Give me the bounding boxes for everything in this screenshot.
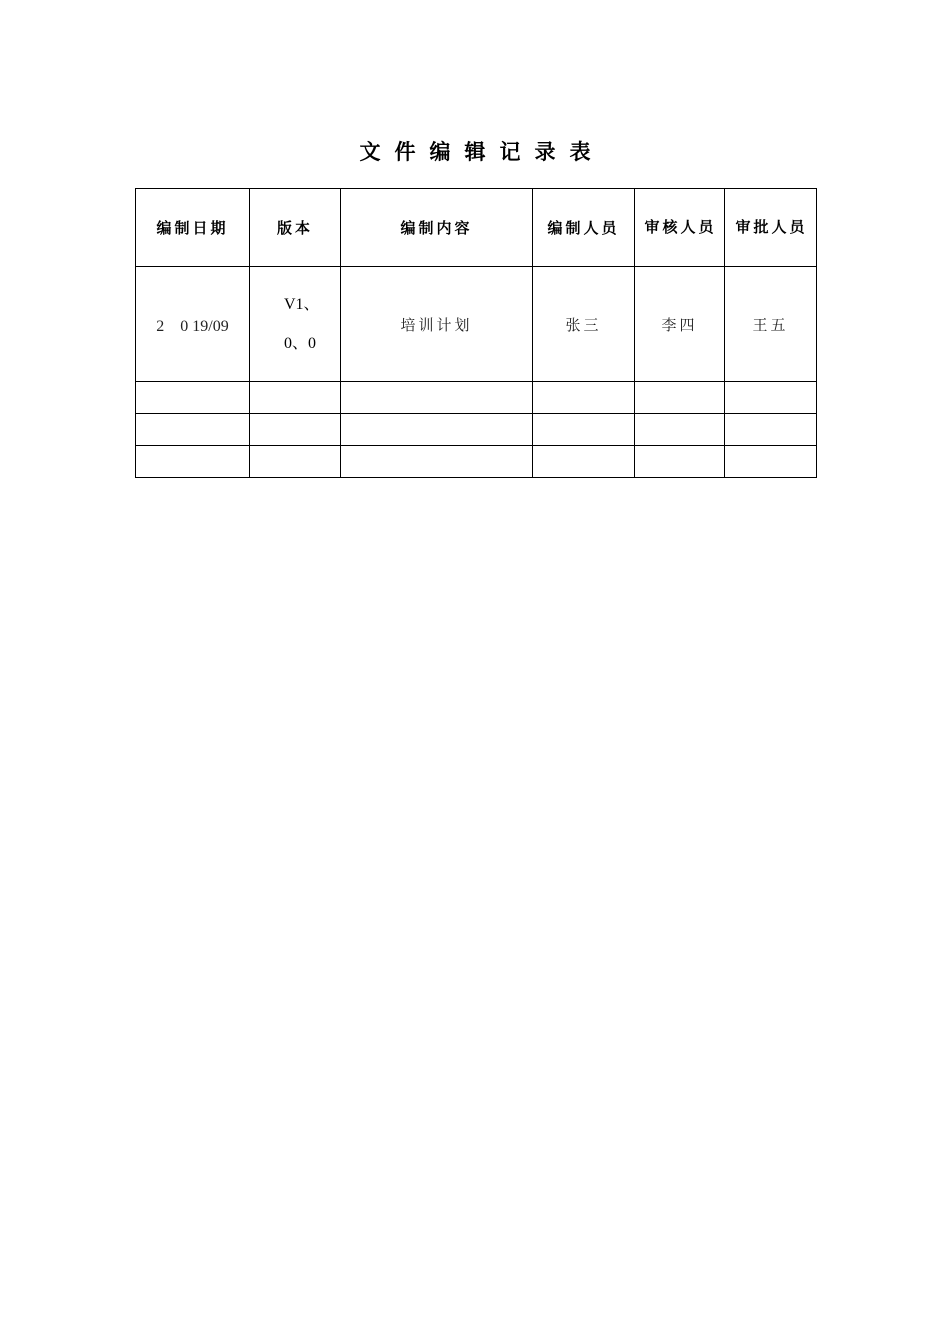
empty-cell (341, 382, 533, 414)
empty-cell (635, 446, 725, 478)
empty-cell (341, 446, 533, 478)
table-row-empty (136, 414, 817, 446)
cell-reviewer: 李四 (635, 267, 725, 382)
cell-date: 2 0 19/09 (136, 267, 250, 382)
empty-cell (341, 414, 533, 446)
empty-cell (533, 446, 635, 478)
header-edit-date: 编制日期 (136, 189, 250, 267)
header-editor: 编制人员 (533, 189, 635, 267)
empty-cell (725, 414, 817, 446)
empty-cell (250, 414, 341, 446)
header-edit-content: 编制内容 (341, 189, 533, 267)
edit-record-table (135, 188, 817, 478)
empty-cell (533, 382, 635, 414)
empty-cell (725, 446, 817, 478)
cell-version: V1、0、0 (250, 267, 341, 382)
cell-content: 培训计划 (341, 267, 533, 382)
empty-cell (250, 382, 341, 414)
header-reviewer: 审核人员 (635, 189, 725, 267)
empty-cell (250, 446, 341, 478)
header-version: 版本 (250, 189, 341, 267)
header-approver: 审批人员 (725, 189, 817, 267)
table-row-empty (136, 446, 817, 478)
empty-cell (533, 414, 635, 446)
table-row-empty (136, 382, 817, 414)
empty-cell (725, 382, 817, 414)
empty-cell (136, 382, 250, 414)
empty-cell (136, 446, 250, 478)
table-row (136, 267, 817, 382)
cell-editor: 张三 (533, 267, 635, 382)
page-title: 文件编辑记录表 (359, 140, 605, 164)
table-header-row (136, 189, 817, 267)
empty-cell (136, 414, 250, 446)
cell-approver: 王五 (725, 267, 817, 382)
empty-cell (635, 382, 725, 414)
empty-cell (635, 414, 725, 446)
